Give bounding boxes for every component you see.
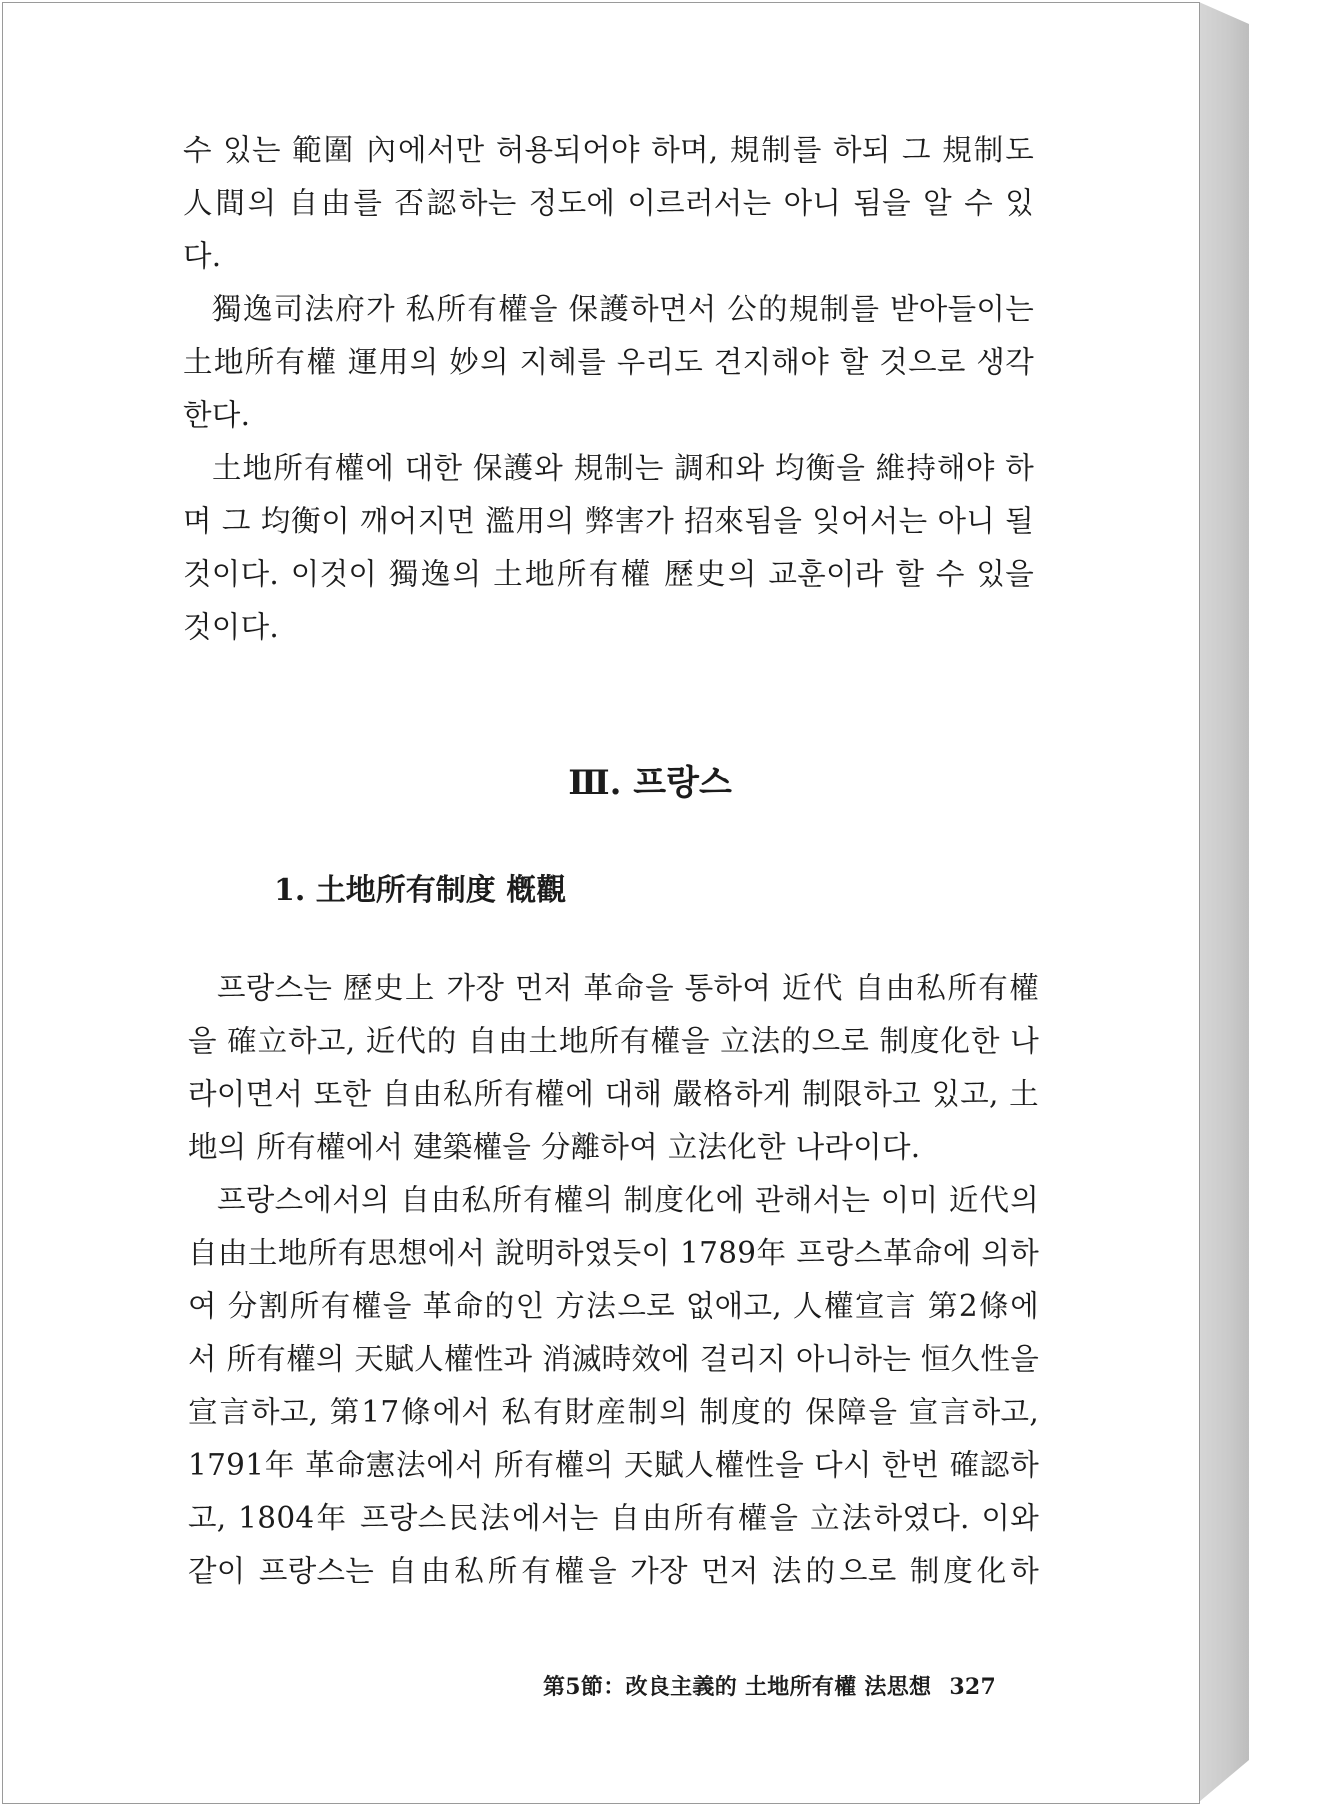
- paragraph-france-overview: 프랑스는 歷史上 가장 먼저 革命을 통하여 近代 自由私所有權을 確立하고, 近代的 自由土地所有權을 立法的으로 制度化한 나라이면서 또한 自由私所有權에 대해 嚴格하게 制限하고 있고, 土地의 所有權에서 建築權을 分離하여 立法化한 나라이다.: [188, 971, 1039, 1164]
- paragraph-german-judiciary: 獨逸司法府가 私所有權을 保護하면서 公的規制를 받아들이는 土地所有權 運用의 妙의 지혜를 우리도 견지해야 할 것으로 생각한다.: [183, 292, 1034, 432]
- page-number: 327: [949, 1674, 997, 1700]
- paragraph-france-history: 프랑스에서의 自由私所有權의 制度化에 관해서는 이미 近代의 自由土地所有思想에서 說明하였듯이 1789年 프랑스革命에 의하여 分割所有權을 革命的인 方法으로 없애고, 人權宣言 第2條에서 所有權의 天賦人權性과 消滅時效에 걸리지 아니하는 恒久性을 宣言하고, 第17條에서 私有財産制의 制度的 保障을 宣言하고, 1791年 革命憲法에서 所有權의 天賦人權性을 다시 한번 確認하고, 1804年 프랑스民法에서는 自由所有權을 立法하였다. 이와 같이 프랑스는 自由私所有權을 가장 먼저 法的으로 制度化하: [188, 1183, 1039, 1588]
- paragraph-continued: 수 있는 範圍 內에서만 허용되어야 하며, 規制를 하되 그 規制도 人間의 自由를 否認하는 정도에 이르러서는 아니 됨을 알 수 있다.: [183, 133, 1034, 273]
- running-title: 第5節：改良主義的 土地所有權 法思想: [543, 1674, 932, 1700]
- section-heading: Ⅲ. 프랑스: [568, 763, 732, 803]
- book-page-edge-outline: [1199, 2, 1249, 1802]
- page-footer: [543, 1670, 996, 1701]
- subsection-heading: 1. 土地所有制度 槪觀: [274, 873, 567, 908]
- paragraph-balance-lesson: 土地所有權에 대한 保護와 規制는 調和와 均衡을 維持해야 하며 그 均衡이 깨어지면 濫用의 弊害가 招來됨을 잊어서는 아니 될 것이다. 이것이 獨逸의 土地所有權 歷史의 교훈이라 할 수 있을 것이다.: [183, 451, 1034, 644]
